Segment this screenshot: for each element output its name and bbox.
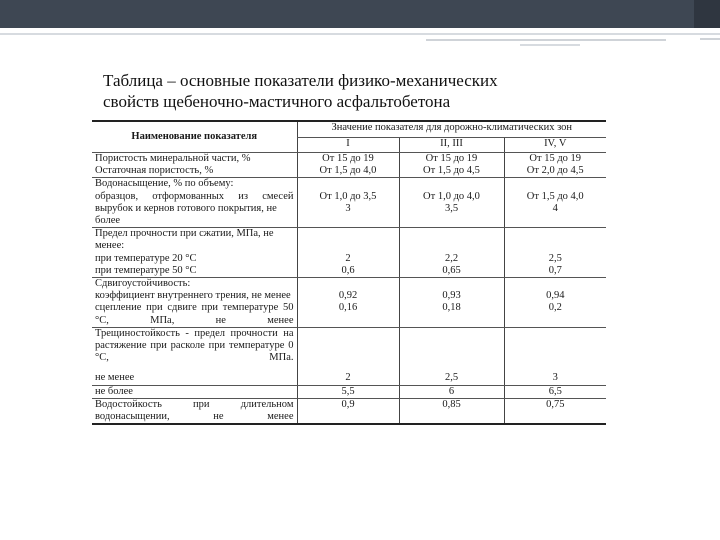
row-name: Сдвигоустойчивость: — [95, 278, 191, 290]
row-value-zone-1: От 1,5 до 4,0 — [297, 165, 399, 178]
row-value-zone-2: 0,85 — [399, 398, 504, 424]
row-value-zone-3: От 15 до 19 — [504, 153, 606, 166]
row-name: Пористость минеральной части, % — [95, 153, 251, 164]
table-row — [92, 398, 606, 424]
row-value-zone-2: От 1,0 до 4,0 — [399, 191, 504, 203]
row-name: Водостойкость при длительном водонасыщении, не менее — [92, 398, 297, 424]
row-name: не более — [92, 385, 297, 398]
row-value-zone-2: 6 — [399, 385, 504, 398]
row-value-zone-1: 2 — [297, 253, 399, 265]
header-zone-group: Значение показателя для дорожно-климатических зон — [297, 121, 606, 137]
row-name: не менее — [92, 372, 297, 385]
row-name: коэффициент внутреннего трения, не менее — [95, 290, 291, 302]
row-name: Водонасыщение, % по объему: — [95, 178, 234, 190]
table-row — [92, 228, 606, 253]
title-line-1: Таблица – основные показатели физико-механических — [103, 71, 498, 90]
row-name: образцов, отформованных из смесей — [95, 190, 294, 202]
header-zone-1: I — [297, 137, 399, 153]
table-row — [92, 165, 606, 178]
row-value-zone-3 — [504, 228, 606, 253]
row-value-zone-3: 3 — [504, 372, 606, 385]
row-value-zone-3: 2,5 — [504, 253, 606, 265]
row-value-zone-1: 0,6 — [297, 265, 399, 278]
row-value-zone-1 — [297, 178, 399, 191]
slide-top-bar-accent — [694, 0, 720, 28]
row-value-zone-2: От 15 до 19 — [399, 153, 504, 166]
table-row — [92, 178, 606, 191]
properties-table — [92, 120, 606, 425]
slide-top-bar — [0, 0, 720, 28]
row-value-zone-3: 0,7 — [504, 265, 606, 278]
row-value-zone-3: От 1,5 до 4,0 — [504, 191, 606, 203]
row-value-zone-2: 2,2 — [399, 253, 504, 265]
row-name: Остаточная пористость, % — [92, 165, 297, 178]
header-name: Наименование показателя — [92, 121, 297, 153]
slide-title — [103, 70, 623, 112]
table-row — [92, 191, 606, 203]
table-row — [92, 290, 606, 302]
row-value-zone-3 — [504, 278, 606, 291]
row-value-zone-1: 5,5 — [297, 385, 399, 398]
row-value-zone-3 — [504, 327, 606, 364]
spacer-cell — [504, 364, 606, 372]
row-value-zone-1: 2 — [297, 372, 399, 385]
row-name: сцепление при сдвиге при температуре 50 °С, МПа, не менее — [92, 302, 297, 327]
row-value-zone-2 — [399, 228, 504, 253]
spacer-cell — [92, 364, 297, 372]
row-value-zone-3: От 2,0 до 4,5 — [504, 165, 606, 178]
row-value-zone-2 — [399, 178, 504, 191]
decorative-line — [0, 33, 720, 35]
table-row — [92, 372, 606, 385]
row-value-zone-1 — [297, 327, 399, 364]
title-line-2: свойств щебеночно-мастичного асфальтобетона — [103, 92, 451, 111]
decorative-line — [520, 44, 580, 46]
row-name: при температуре 50 °С — [92, 265, 297, 278]
decorative-line — [700, 38, 720, 40]
table-row — [92, 203, 606, 228]
spacer-cell — [297, 364, 399, 372]
row-value-zone-3: 6,5 — [504, 385, 606, 398]
table-row — [92, 265, 606, 278]
table-row — [92, 385, 606, 398]
row-value-zone-3: 0,2 — [504, 302, 606, 327]
row-value-zone-3: 4 — [504, 203, 606, 228]
table-row — [92, 327, 606, 364]
row-value-zone-2 — [399, 278, 504, 291]
row-value-zone-1: От 1,0 до 3,5 — [297, 191, 399, 203]
row-value-zone-2 — [399, 327, 504, 364]
row-value-zone-2: 0,18 — [399, 302, 504, 327]
row-value-zone-2: 0,65 — [399, 265, 504, 278]
row-value-zone-2: От 1,5 до 4,5 — [399, 165, 504, 178]
row-value-zone-2: 0,93 — [399, 290, 504, 302]
row-value-zone-2: 3,5 — [399, 203, 504, 228]
decorative-line — [426, 39, 666, 41]
row-name: Предел прочности при сжатии, МПа, не менее: — [95, 228, 274, 252]
row-value-zone-1: 0,9 — [297, 398, 399, 424]
row-value-zone-1 — [297, 278, 399, 291]
properties-table-container — [92, 120, 606, 425]
table-row — [92, 253, 606, 265]
row-value-zone-1: 3 — [297, 203, 399, 228]
row-value-zone-3: 0,75 — [504, 398, 606, 424]
row-value-zone-3: 0,94 — [504, 290, 606, 302]
row-value-zone-2: 2,5 — [399, 372, 504, 385]
row-value-zone-1: 0,16 — [297, 302, 399, 327]
table-row — [92, 278, 606, 291]
table-row — [92, 302, 606, 327]
row-name: вырубок и кернов готового покрытия, не более — [92, 203, 297, 228]
row-value-zone-1 — [297, 228, 399, 253]
row-name: при температуре 20 °С — [95, 252, 197, 264]
header-zone-2: II, III — [399, 137, 504, 153]
row-value-zone-3 — [504, 178, 606, 191]
row-name: Трещиностойкость - предел прочности на растяжение при расколе при температуре 0 °С, МПа. — [95, 327, 294, 364]
spacer-row — [92, 364, 606, 372]
header-zone-3: IV, V — [504, 137, 606, 153]
row-value-zone-1: 0,92 — [297, 290, 399, 302]
table-row — [92, 153, 606, 166]
row-value-zone-1: От 15 до 19 — [297, 153, 399, 166]
spacer-cell — [399, 364, 504, 372]
